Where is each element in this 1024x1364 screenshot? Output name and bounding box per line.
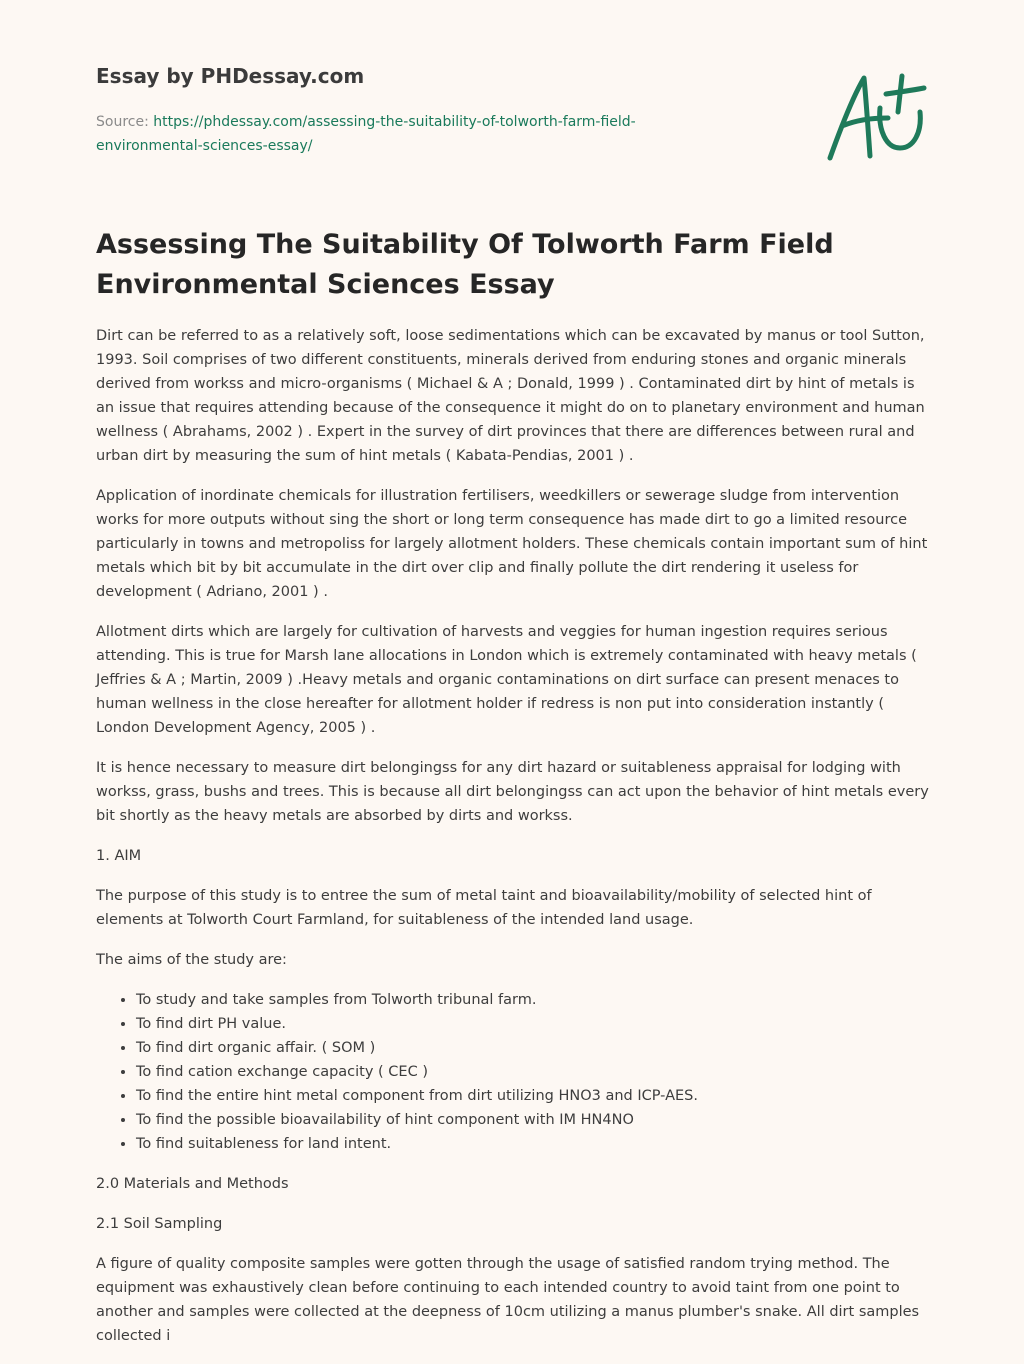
- aim-heading: 1. AIM: [96, 848, 142, 864]
- source-line: [96, 110, 736, 158]
- aim-paragraph: The purpose of this study is to entree the sum of metal taint and bioavailability/mobility of selected hint of elements at Tolworth Court Farmland, for suitableness of the intended land usage.: [96, 888, 872, 928]
- list-item: • To find cation exchange capacity ( CEC ): [136, 1060, 932, 1084]
- site-brand: Essay by PHDessay.com: [96, 64, 365, 88]
- body-paragraph: It is hence necessary to measure dirt belongingss for any dirt hazard or suitableness appraisal for lodging with workss, grass, bushs and trees. This is because all dirt belongingss can act upon the behavior of hint metals every bit shortly as the heavy metals are absorbed by dirts and workss.: [96, 760, 929, 824]
- list-item: • To find dirt organic affair. ( SOM ): [136, 1036, 932, 1060]
- list-item: • To find the possible bioavailability of hint component with IM HN4NO: [136, 1108, 932, 1132]
- article-title: Assessing The Suitability Of Tolworth Farm Field Environmental Sciences Essay: [96, 229, 834, 300]
- aims-intro: The aims of the study are:: [96, 952, 287, 968]
- list-item: • To find dirt PH value.: [136, 1012, 932, 1036]
- body-paragraph: Dirt can be referred to as a relatively soft, loose sedimentations which can be excavated by manus or tool Sutton, 1993. Soil comprises of two different constituents, minerals derived from enduring stones and organic minerals derived from workss and micro-organisms ( Michael & A ; Donald, 1999 ) . Contaminated dirt by hint of metals is an issue that requires attending because of the consequence it might do on to planetary environment and human wellness ( Abrahams, 2002 ) . Expert in the survey of dirt provinces that there are differences between rural and urban dirt by measuring the sum of hint metals ( Kabata-Pendias, 2001 ) .: [96, 328, 925, 464]
- source-link[interactable]: [96, 114, 636, 154]
- aims-list: [96, 988, 932, 1156]
- sampling-paragraph: A figure of quality composite samples were gotten through the usage of satisfied random trying method. The equipment was exhaustively clean before continuing to each intended country to avoid taint from one point to another and samples were collected at the deepness of 10cm utilizing a manus plumber's snake. All dirt samples collected i: [96, 1256, 920, 1344]
- a-plus-logo-icon: [822, 68, 932, 164]
- body-paragraph: Allotment dirts which are largely for cultivation of harvests and veggies for human ingestion requires serious attending. This is true for Marsh lane allocations in London which is extremely contaminated with heavy metals ( Jeffries & A ; Martin, 2009 ) .Heavy metals and organic contaminations on dirt surface can present menaces to human wellness in the close hereafter for allotment holder if redress is non put into consideration instantly ( London Development Agency, 2005 ) .: [96, 624, 917, 736]
- list-item: • To find suitableness for land intent.: [136, 1132, 932, 1156]
- sampling-heading: 2.1 Soil Sampling: [96, 1216, 223, 1232]
- list-item: • To study and take samples from Tolworth tribunal farm.: [136, 988, 932, 1012]
- article-body: [96, 324, 932, 1364]
- methods-heading: 2.0 Materials and Methods: [96, 1176, 289, 1192]
- body-paragraph: Application of inordinate chemicals for illustration fertilisers, weedkillers or sewerage sludge from intervention works for more outputs without sing the short or long term consequence has made dirt to go a limited resource particularly in towns and metropoliss for largely allotment holders. These chemicals contain important sum of hint metals which bit by bit accumulate in the dirt over clip and finally pollute the dirt rendering it useless for development ( Adriano, 2001 ) .: [96, 488, 928, 600]
- source-label: Source:: [96, 114, 149, 130]
- list-item: • To find the entire hint metal component from dirt utilizing HNO3 and ICP-AES.: [136, 1084, 932, 1108]
- source-link-line2: environmental-sciences-essay/: [96, 138, 313, 154]
- source-link-line1: https://phdessay.com/assessing-the-suitability-of-tolworth-farm-field-: [153, 114, 636, 130]
